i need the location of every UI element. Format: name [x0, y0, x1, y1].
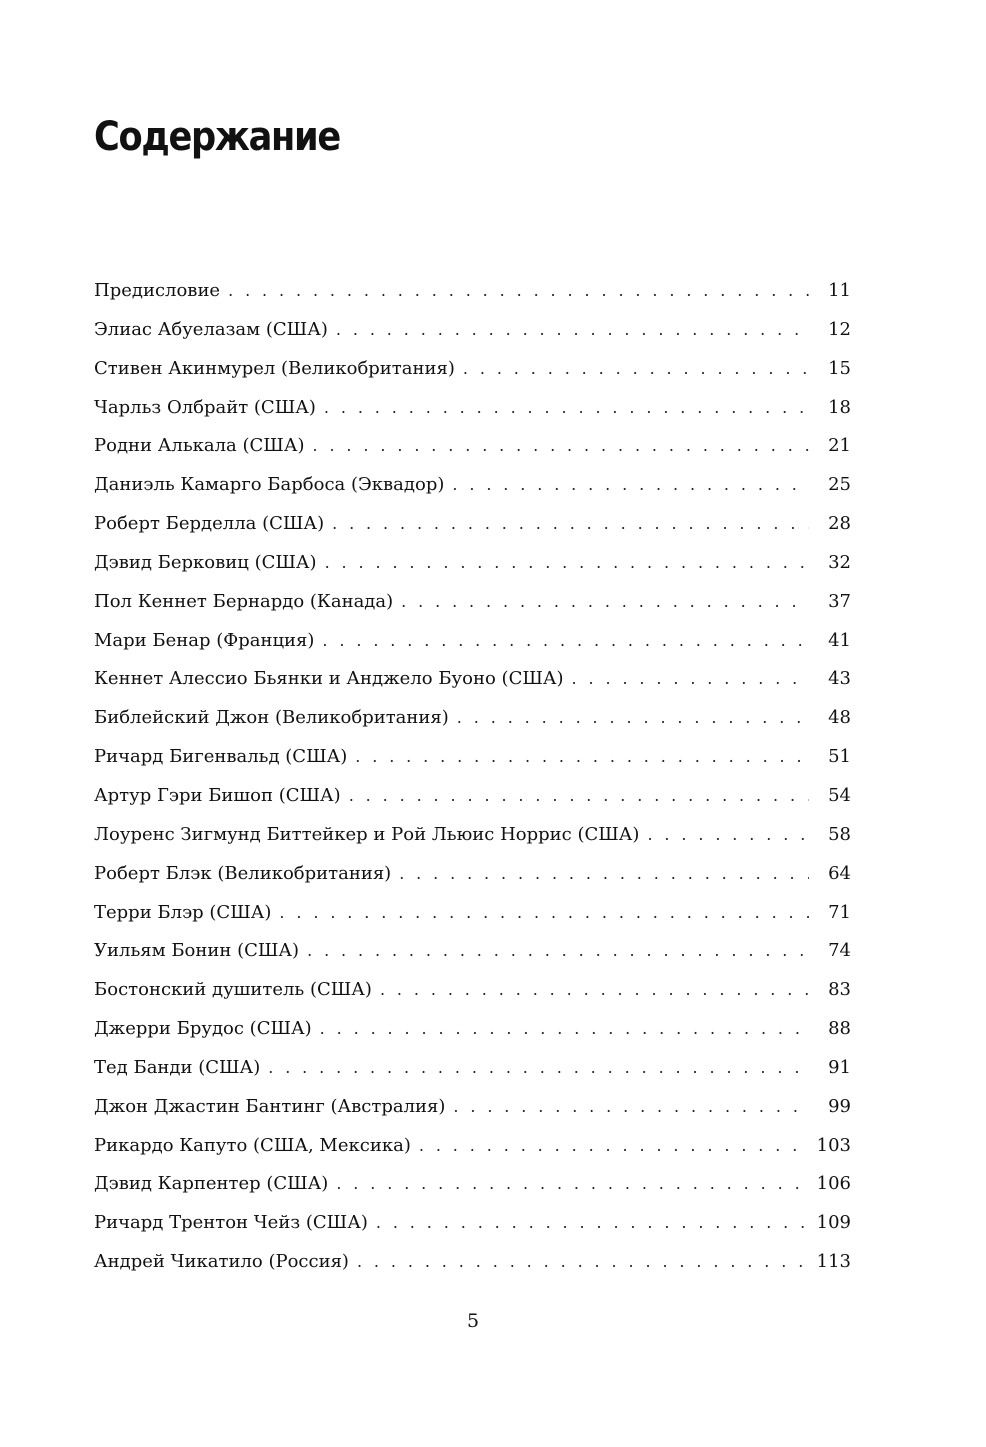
toc-entry-title: Джерри Брудос (США) [94, 1018, 312, 1040]
toc-entry-title: Тед Банди (США) [94, 1056, 261, 1078]
dot-leader [332, 505, 809, 544]
toc-entry [94, 777, 851, 816]
toc-entry-page: 41 [828, 629, 851, 651]
toc-entry-page: 58 [828, 823, 851, 845]
toc-entry-title: Стивен Акинмурел (Великобритания) [94, 357, 455, 379]
toc-entry-title: Элиас Абуелазам (США) [94, 318, 328, 340]
toc-entry [94, 466, 851, 505]
toc-entry-page: 64 [828, 862, 851, 884]
toc-entry-page: 43 [828, 668, 851, 690]
toc-entry-page: 37 [828, 590, 851, 612]
toc-entry-page: 113 [816, 1251, 851, 1273]
dot-leader [349, 777, 809, 816]
toc-entry-page: 88 [828, 1018, 851, 1040]
dot-leader [307, 932, 809, 971]
toc-entry-title: Дэвид Берковиц (США) [94, 551, 317, 573]
page-title: Содержание [94, 114, 340, 160]
toc-entry-title: Библейский Джон (Великобритания) [94, 707, 449, 729]
toc-entry [94, 932, 851, 971]
toc-entry-title: Пол Кеннет Бернардо (Канада) [94, 590, 394, 612]
toc-entry-title: Терри Блэр (США) [94, 901, 272, 923]
dot-leader [463, 350, 809, 389]
dot-leader [336, 1165, 809, 1204]
toc-entry [94, 1204, 851, 1243]
dot-leader [312, 427, 809, 466]
dot-leader [279, 894, 809, 933]
toc-entry-title: Дэвид Карпентер (США) [94, 1173, 329, 1195]
dot-leader [325, 544, 809, 583]
toc-entry-title: Рикардо Капуто (США, Мексика) [94, 1134, 411, 1156]
toc-entry [94, 1243, 851, 1282]
dot-leader [453, 1088, 809, 1127]
toc-entry-page: 103 [816, 1134, 851, 1156]
toc-entry [94, 1010, 851, 1049]
toc-entry-page: 71 [828, 901, 851, 923]
toc-entry-title: Чарльз Олбрайт (США) [94, 396, 316, 418]
dot-leader [401, 583, 809, 622]
toc-entry [94, 1165, 851, 1204]
dot-leader [322, 622, 809, 661]
toc-entry [94, 350, 851, 389]
toc-entry-page: 74 [828, 940, 851, 962]
toc-entry [94, 544, 851, 583]
dot-leader [572, 660, 809, 699]
toc-entry [94, 583, 851, 622]
toc-entry-title: Джон Джастин Бантинг (Австралия) [94, 1095, 446, 1117]
dot-leader [419, 1127, 809, 1166]
toc-entry-page: 91 [828, 1056, 851, 1078]
toc-entry-title: Ричард Трентон Чейз (США) [94, 1212, 368, 1234]
toc-entry-page: 32 [828, 551, 851, 573]
toc-entry [94, 622, 851, 661]
toc-entry-title: Кеннет Алессио Бьянки и Анджело Буоно (США) [94, 668, 564, 690]
toc-entry-title: Родни Алькала (США) [94, 435, 305, 457]
toc-entry-title: Мари Бенар (Франция) [94, 629, 315, 651]
dot-leader [376, 1204, 809, 1243]
dot-leader [452, 466, 809, 505]
dot-leader [380, 971, 809, 1010]
toc-entry-title: Роберт Блэк (Великобритания) [94, 862, 392, 884]
toc-entry [94, 660, 851, 699]
toc-entry [94, 855, 851, 894]
dot-leader [647, 816, 809, 855]
toc-entry [94, 389, 851, 428]
toc-entry [94, 427, 851, 466]
page-number: 5 [466, 1310, 480, 1332]
toc-entry-page: 11 [828, 280, 851, 301]
toc-entry-title: Даниэль Камарго Барбоса (Эквадор) [94, 474, 445, 496]
toc-entry [94, 894, 851, 933]
toc-entry-page: 12 [828, 318, 851, 340]
toc-entry [94, 505, 851, 544]
toc-entry-page: 51 [828, 746, 851, 768]
toc-entry [94, 1127, 851, 1166]
toc-entry-page: 15 [828, 357, 851, 379]
toc-entry-title: Ричард Бигенвальд (США) [94, 746, 348, 768]
dot-leader [357, 1243, 809, 1282]
toc-entry-page: 99 [828, 1095, 851, 1117]
toc-entry [94, 971, 851, 1010]
dot-leader [336, 311, 809, 350]
toc-entry-page: 48 [828, 707, 851, 729]
dot-leader [399, 855, 809, 894]
toc-entry-title: Уильям Бонин (США) [94, 940, 300, 962]
toc-entry-page: 54 [828, 784, 851, 806]
toc-entry-page: 25 [828, 474, 851, 496]
toc-entry [94, 311, 851, 350]
toc-entry [94, 699, 851, 738]
dot-leader [228, 272, 809, 311]
toc-entry-page: 28 [828, 513, 851, 535]
table-of-contents [94, 272, 851, 1282]
toc-entry [94, 272, 851, 311]
toc-entry [94, 1049, 851, 1088]
toc-entry-title: Предисловие [94, 280, 221, 301]
toc-entry [94, 738, 851, 777]
toc-entry-page: 106 [816, 1173, 851, 1195]
toc-entry [94, 816, 851, 855]
toc-entry-page: 21 [828, 435, 851, 457]
toc-entry-title: Роберт Берделла (США) [94, 513, 325, 535]
dot-leader [355, 738, 809, 777]
toc-entry-title: Артур Гэри Бишоп (США) [94, 784, 341, 806]
toc-entry-title: Лоуренс Зигмунд Биттейкер и Рой Льюис Норрис (США) [94, 823, 640, 845]
toc-entry-page: 18 [828, 396, 851, 418]
toc-entry-title: Андрей Чикатило (Россия) [94, 1251, 349, 1273]
toc-entry-page: 109 [816, 1212, 851, 1234]
dot-leader [457, 699, 809, 738]
dot-leader [268, 1049, 809, 1088]
dot-leader [324, 389, 809, 428]
toc-entry-page: 83 [828, 979, 851, 1001]
toc-entry-title: Бостонский душитель (США) [94, 979, 372, 1001]
dot-leader [320, 1010, 809, 1049]
toc-entry [94, 1088, 851, 1127]
